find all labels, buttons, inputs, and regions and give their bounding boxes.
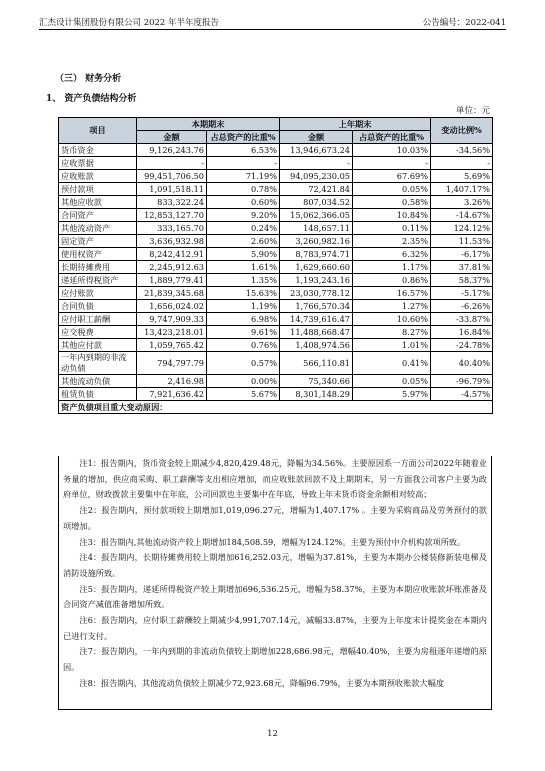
cell-prior-pct: 5.97%: [353, 388, 431, 401]
cell-change: -6.17%: [431, 248, 493, 261]
header-prior-ratio: 占总资产的比重%: [353, 131, 431, 144]
cell-item: 其他应收款: [59, 196, 137, 209]
cell-prior-amt: 14,739,616.47: [280, 313, 353, 326]
section-title: （三） 财务分析: [55, 74, 122, 84]
cell-prior-amt: 8,301,148.29: [280, 388, 353, 401]
note-paragraph: 注1：报告期内，货币资金较上期减少4,820,429.48元，降幅为34.56%。主要原因系一方面公司2022年随着业务量的增加，供应商采购、职工薪酬等支出相应增加，而应收账款回款不及上期期末，另一方面我公司客户主要为政府单位，财政拨款主要集中在年底，公司回款也主要集中在年底，导致上年末货币资金余额相对较高；: [63, 458, 487, 500]
note-paragraph: 注6：报告期内，应付职工薪酬较上期减少4,991,707.14元，减幅33.87%，主要为上年度末计提奖金在本期内已进行支付。: [63, 615, 487, 641]
cell-change: 5.69%: [431, 170, 493, 183]
cell-item: 应交税费: [59, 326, 137, 339]
cell-item: 使用权资产: [59, 248, 137, 261]
cell-item: 应付职工薪酬: [59, 313, 137, 326]
header-current-period: 本期期末: [137, 118, 280, 131]
cell-cur-amt: 8,242,412.91: [137, 248, 207, 261]
table-row: [59, 144, 493, 157]
header-current-ratio: 占总资产的比重%: [207, 131, 280, 144]
header-item: 项目: [59, 118, 137, 144]
cell-prior-amt: 566,110.81: [280, 352, 353, 375]
cell-change: -4.57%: [431, 388, 493, 401]
cell-prior-amt: 1,408,974.56: [280, 339, 353, 352]
cell-prior-pct: 0.11%: [353, 222, 431, 235]
table-row: [59, 248, 493, 261]
table-row: [59, 209, 493, 222]
cell-cur-amt: 794,797.79: [137, 352, 207, 375]
header-prior-period: 上年期末: [280, 118, 431, 131]
cell-item: 递延所得税资产: [59, 274, 137, 287]
cell-item: 应付账款: [59, 287, 137, 300]
note-paragraph: 注2：报告期内，预付款项较上期增加1,019,096.27元，增幅为1,407.17% 。主要为采购商品及劳务预付的款项增加。: [63, 505, 487, 531]
table-row: [59, 287, 493, 300]
cell-change: 11.53%: [431, 235, 493, 248]
cell-prior-amt: 23,030,778.12: [280, 287, 353, 300]
cell-cur-pct: 9.61%: [207, 326, 280, 339]
cell-cur-pct: 15.63%: [207, 287, 280, 300]
cell-prior-pct: 6.32%: [353, 248, 431, 261]
cell-item: 一年内到期的非流动负债: [59, 352, 137, 375]
cell-cur-pct: 6.53%: [207, 144, 280, 157]
cell-prior-amt: 75,340.66: [280, 375, 353, 388]
cell-cur-amt: 99,451,706.50: [137, 170, 207, 183]
cell-prior-amt: 1,193,243.16: [280, 274, 353, 287]
cell-cur-amt: 7,921,636.42: [137, 388, 207, 401]
cell-change: -: [431, 157, 493, 170]
cell-cur-amt: 3,636,932.98: [137, 235, 207, 248]
cell-item: 货币资金: [59, 144, 137, 157]
cell-item: 应收票据: [59, 157, 137, 170]
cell-prior-amt: 148,657.11: [280, 222, 353, 235]
cell-change: 124.12%: [431, 222, 493, 235]
cell-cur-amt: 13,423,218.01: [137, 326, 207, 339]
cell-cur-pct: 5.67%: [207, 388, 280, 401]
cell-change: 37.81%: [431, 261, 493, 274]
cell-prior-pct: 16.57%: [353, 287, 431, 300]
table-row: [59, 183, 493, 196]
note-paragraph: 注8：报告期内，其他流动负债较上期减少72,923.68元，降幅96.79%，主要为本期预收账款大幅度: [79, 677, 445, 688]
cell-prior-amt: 807,034.52: [280, 196, 353, 209]
cell-prior-amt: 72,421.84: [280, 183, 353, 196]
cell-cur-pct: 1.35%: [207, 274, 280, 287]
cell-prior-pct: 0.86%: [353, 274, 431, 287]
table-row: [59, 313, 493, 326]
cell-change: 58.37%: [431, 274, 493, 287]
cell-prior-amt: 94,095,230.05: [280, 170, 353, 183]
cell-prior-amt: 15,062,366.05: [280, 209, 353, 222]
cell-prior-pct: 0.05%: [353, 375, 431, 388]
cell-prior-pct: 10.03%: [353, 144, 431, 157]
cell-prior-pct: 1.27%: [353, 300, 431, 313]
cell-change: -5.17%: [431, 287, 493, 300]
table-row: [59, 261, 493, 274]
table-row: [59, 300, 493, 313]
cell-prior-amt: 1,766,570.34: [280, 300, 353, 313]
cell-cur-amt: 1,059,765.42: [137, 339, 207, 352]
cell-cur-pct: -: [207, 157, 280, 170]
cell-change: -34.56%: [431, 144, 493, 157]
note-paragraph: 注7：报告期内，一年内到期的非流动负债较上期增加228,686.98元，增幅40.40%，主要为房租逐年递增的原因。: [63, 646, 487, 673]
cell-cur-pct: 5.90%: [207, 248, 280, 261]
cell-item: 长期待摊费用: [59, 261, 137, 274]
cell-prior-amt: 11,488,668.47: [280, 326, 353, 339]
cell-cur-amt: 9,126,243.76: [137, 144, 207, 157]
cell-change: -96.79%: [431, 375, 493, 388]
table-body: [59, 144, 493, 401]
header-current-amount: 金额: [137, 131, 207, 144]
cell-prior-pct: 10.60%: [353, 313, 431, 326]
cell-cur-amt: 9,747,909.33: [137, 313, 207, 326]
table-row: [59, 235, 493, 248]
cell-change: 1,407.17%: [431, 183, 493, 196]
cell-cur-pct: 0.57%: [207, 352, 280, 375]
note-paragraph: 注3：报告期内,其他流动资产较上期增加184,508.59，增幅为124.12%。主要为预付中介机构款项所致。: [79, 536, 466, 547]
cell-cur-pct: 9.20%: [207, 209, 280, 222]
cell-cur-pct: 2.60%: [207, 235, 280, 248]
cell-change: -24.78%: [431, 339, 493, 352]
cell-prior-pct: -: [353, 157, 431, 170]
table-row: [59, 157, 493, 170]
table-row: [59, 388, 493, 401]
cell-cur-amt: 833,322.24: [137, 196, 207, 209]
notes-section: [58, 456, 492, 710]
cell-prior-pct: 0.58%: [353, 196, 431, 209]
cell-prior-amt: 13,946,673.24: [280, 144, 353, 157]
cell-prior-pct: 8.27%: [353, 326, 431, 339]
page-number: 12: [267, 729, 278, 739]
cell-change: 40.40%: [431, 352, 493, 375]
note-paragraph: 注4：报告期内，长期待摊费用较上期增加616,252.03元，增幅为37.81%，主要为本期办公楼装修新装电梯及消防设施所致。: [63, 552, 487, 578]
cell-cur-amt: 333,165.70: [137, 222, 207, 235]
cell-cur-amt: 1,091,518.11: [137, 183, 207, 196]
cell-prior-pct: 0.41%: [353, 352, 431, 375]
cell-item: 固定资产: [59, 235, 137, 248]
table-row: [59, 170, 493, 183]
cell-cur-pct: 0.60%: [207, 196, 280, 209]
table-row: [59, 352, 493, 375]
cell-prior-amt: 8,783,974.71: [280, 248, 353, 261]
cell-change: -6.26%: [431, 300, 493, 313]
page-header: [39, 12, 506, 30]
balance-sheet-table: [58, 117, 493, 414]
unit-label: 单位：元: [455, 106, 490, 116]
cell-cur-amt: 2,245,912.63: [137, 261, 207, 274]
cell-prior-pct: 0.05%: [353, 183, 431, 196]
cell-cur-amt: 1,656,024.02: [137, 300, 207, 313]
cell-prior-pct: 10.84%: [353, 209, 431, 222]
table-row: [59, 222, 493, 235]
cell-item: 合同负债: [59, 300, 137, 313]
cell-cur-pct: 0.24%: [207, 222, 280, 235]
table-row: [59, 196, 493, 209]
cell-cur-amt: -: [137, 157, 207, 170]
table-row: [59, 326, 493, 339]
cell-cur-pct: 71.19%: [207, 170, 280, 183]
cell-cur-pct: 0.00%: [207, 375, 280, 388]
cell-item: 预付款项: [59, 183, 137, 196]
cell-item: 其他流动负债: [59, 375, 137, 388]
cell-item: 合同资产: [59, 209, 137, 222]
cell-cur-amt: 12,853,127.70: [137, 209, 207, 222]
cell-cur-amt: 21,839,345.68: [137, 287, 207, 300]
notes-title: 资产负债项目重大变动原因：: [59, 401, 493, 414]
cell-cur-pct: 1.61%: [207, 261, 280, 274]
cell-cur-pct: 6.98%: [207, 313, 280, 326]
cell-prior-amt: -: [280, 157, 353, 170]
cell-prior-pct: 67.69%: [353, 170, 431, 183]
table-row: [59, 375, 493, 388]
cell-prior-pct: 1.17%: [353, 261, 431, 274]
cell-item: 其他应付款: [59, 339, 137, 352]
cell-item: 其他流动资产: [59, 222, 137, 235]
cell-cur-amt: 2,416.98: [137, 375, 207, 388]
cell-change: 3.26%: [431, 196, 493, 209]
cell-cur-pct: 0.78%: [207, 183, 280, 196]
header-change: 变动比例%: [431, 118, 493, 144]
cell-cur-amt: 1,889,779.41: [137, 274, 207, 287]
cell-cur-pct: 1.19%: [207, 300, 280, 313]
table-row: [59, 274, 493, 287]
cell-prior-amt: 3,260,982.16: [280, 235, 353, 248]
cell-prior-amt: 1,629,660.60: [280, 261, 353, 274]
announcement-number: 公告编号：2022-041: [422, 18, 506, 28]
cell-change: 16.84%: [431, 326, 493, 339]
note-paragraph: 注5：报告期内，递延所得税资产较上期增加696,536.25元，增幅为58.37%，主要为本期应收账款坏账准备及合同资产减值准备增加所致。: [63, 583, 487, 610]
cell-change: -14.67%: [431, 209, 493, 222]
cell-cur-pct: 0.76%: [207, 339, 280, 352]
cell-prior-pct: 1.01%: [353, 339, 431, 352]
cell-item: 应收账款: [59, 170, 137, 183]
table-row: [59, 339, 493, 352]
header-prior-amount: 金额: [280, 131, 353, 144]
cell-prior-pct: 2.35%: [353, 235, 431, 248]
cell-item: 租赁负债: [59, 388, 137, 401]
report-title: 汇杰设计集团股份有限公司 2022 年半年度报告: [39, 18, 220, 28]
subsection-title: 1、 资产负债结构分析: [46, 94, 137, 104]
cell-change: -33.87%: [431, 313, 493, 326]
